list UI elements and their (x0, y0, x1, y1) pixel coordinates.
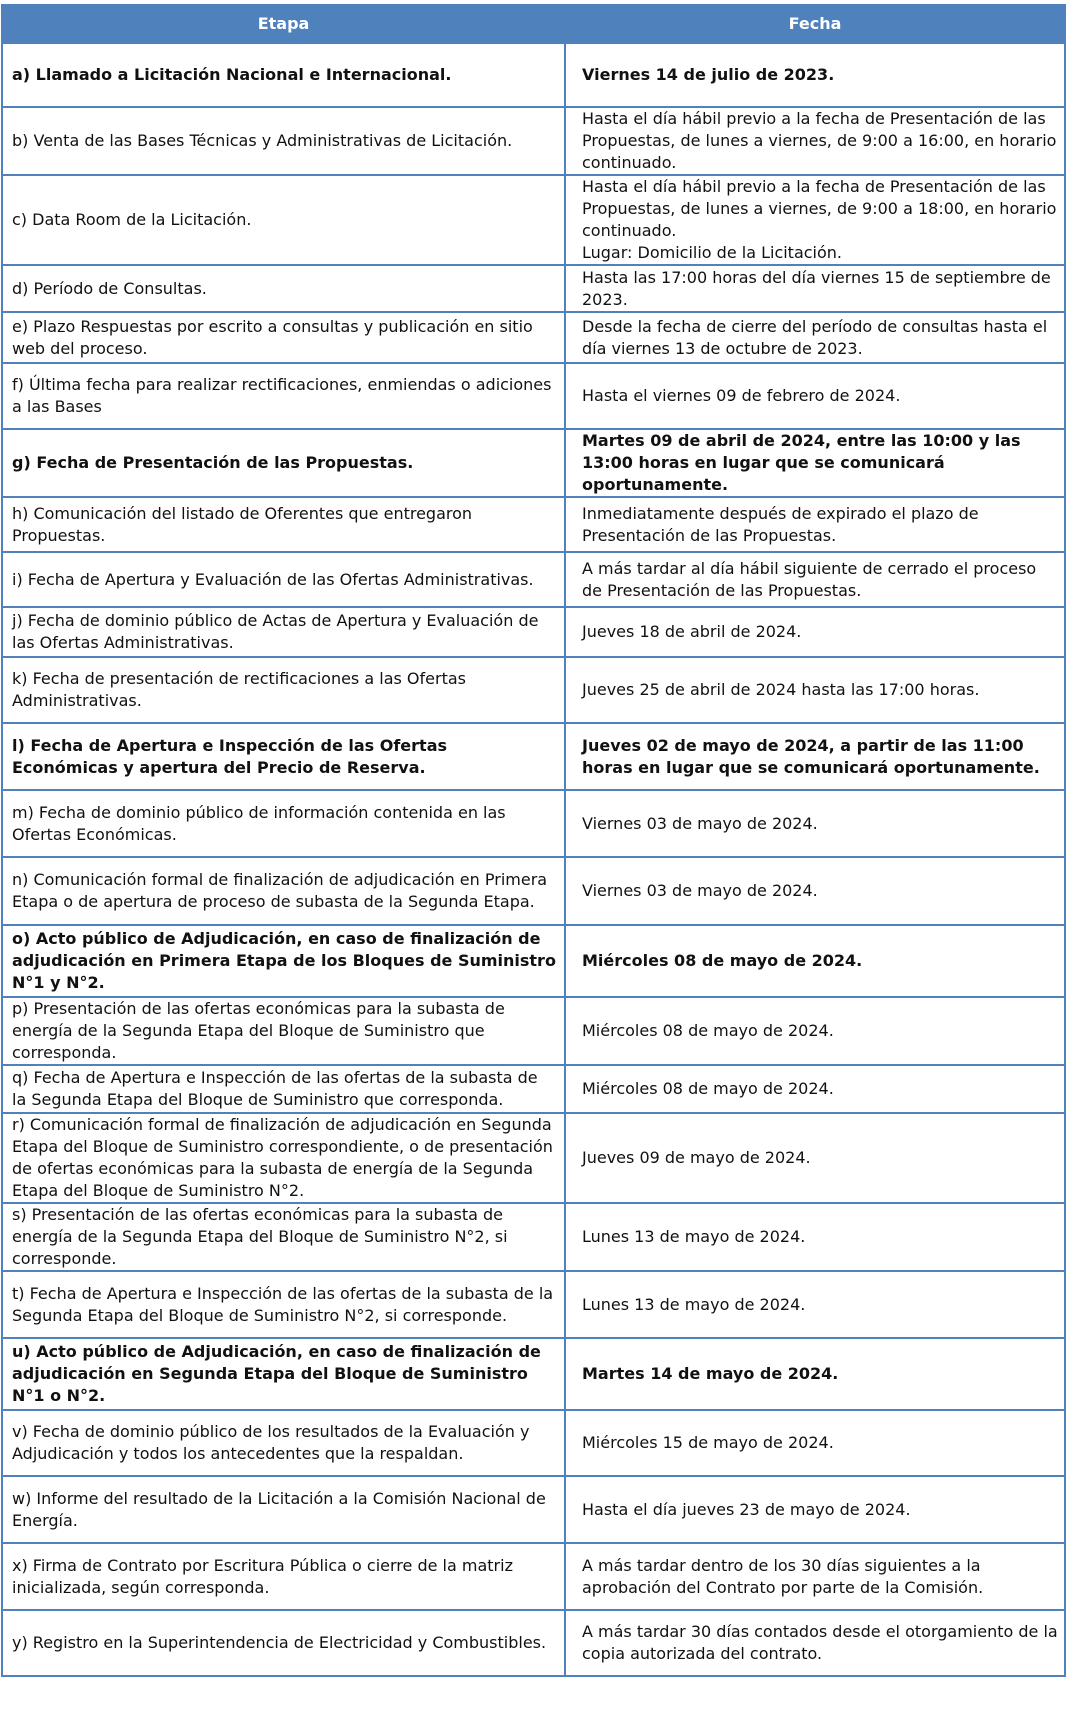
table-row (2, 997, 1065, 1065)
table-row (2, 723, 1065, 790)
header-row (2, 5, 1065, 43)
etapa-cell: a) Llamado a Licitación Nacional e Internacional. (2, 43, 565, 107)
etapa-cell: q) Fecha de Apertura e Inspección de las ofertas de la subasta de la Segunda Etapa del Bloque de Suministro que corresponda. (2, 1065, 565, 1113)
fecha-cell: Lunes 13 de mayo de 2024. (565, 1271, 1065, 1338)
etapa-cell: i) Fecha de Apertura y Evaluación de las Ofertas Administrativas. (2, 552, 565, 607)
etapa-cell: h) Comunicación del listado de Oferentes que entregaron Propuestas. (2, 497, 565, 552)
etapa-cell: d) Período de Consultas. (2, 265, 565, 312)
table-row (2, 857, 1065, 925)
etapa-cell: s) Presentación de las ofertas económicas para la subasta de energía de la Segunda Etapa del Bloque de Suministro N°2, si corresponde. (2, 1203, 565, 1271)
fecha-cell: Inmediatamente después de expirado el plazo de Presentación de las Propuestas. (565, 497, 1065, 552)
table-row (2, 925, 1065, 997)
etapa-cell: p) Presentación de las ofertas económicas para la subasta de energía de la Segunda Etapa del Bloque de Suministro que corresponda. (2, 997, 565, 1065)
table-row (2, 107, 1065, 175)
fecha-cell: Jueves 09 de mayo de 2024. (565, 1113, 1065, 1203)
etapa-cell: l) Fecha de Apertura e Inspección de las Ofertas Económicas y apertura del Precio de Reserva. (2, 723, 565, 790)
fecha-cell (565, 175, 1065, 265)
table-row (2, 1610, 1065, 1676)
table-row (2, 657, 1065, 723)
table-row (2, 607, 1065, 657)
table-row (2, 1271, 1065, 1338)
etapa-cell: w) Informe del resultado de la Licitación a la Comisión Nacional de Energía. (2, 1476, 565, 1543)
header-etapa: Etapa (2, 5, 565, 43)
table-row (2, 429, 1065, 497)
table-row (2, 1543, 1065, 1610)
fecha-cell: Desde la fecha de cierre del período de consultas hasta el día viernes 13 de octubre de 2023. (565, 312, 1065, 363)
fecha-cell: Lunes 13 de mayo de 2024. (565, 1203, 1065, 1271)
fecha-cell: A más tardar 30 días contados desde el otorgamiento de la copia autorizada del contrato. (565, 1610, 1065, 1676)
table-row (2, 1476, 1065, 1543)
fecha-cell-place: Lugar: Domicilio de la Licitación. (582, 243, 843, 262)
etapa-cell: r) Comunicación formal de finalización de adjudicación en Segunda Etapa del Bloque de Suministro correspondiente, o de presentación de ofertas económicas para la subasta de energía de la Segunda Etapa del Bloque de Suministro N°2. (2, 1113, 565, 1203)
table-row (2, 790, 1065, 857)
etapa-cell: m) Fecha de dominio público de información contenida en las Ofertas Económicas. (2, 790, 565, 857)
etapa-cell: y) Registro en la Superintendencia de Electricidad y Combustibles. (2, 1610, 565, 1676)
etapa-cell: x) Firma de Contrato por Escritura Pública o cierre de la matriz inicializada, según corresponda. (2, 1543, 565, 1610)
table-row (2, 1203, 1065, 1271)
table-row (2, 363, 1065, 429)
fecha-cell: A más tardar al día hábil siguiente de cerrado el proceso de Presentación de las Propuestas. (565, 552, 1065, 607)
table-row (2, 175, 1065, 265)
fecha-cell: Jueves 18 de abril de 2024. (565, 607, 1065, 657)
etapa-cell: k) Fecha de presentación de rectificaciones a las Ofertas Administrativas. (2, 657, 565, 723)
fecha-cell: Miércoles 15 de mayo de 2024. (565, 1410, 1065, 1476)
fecha-cell: A más tardar dentro de los 30 días siguientes a la aprobación del Contrato por parte de la Comisión. (565, 1543, 1065, 1610)
fecha-cell: Martes 14 de mayo de 2024. (565, 1338, 1065, 1410)
fecha-cell: Jueves 25 de abril de 2024 hasta las 17:00 horas. (565, 657, 1065, 723)
etapa-cell: v) Fecha de dominio público de los resultados de la Evaluación y Adjudicación y todos los antecedentes que la respaldan. (2, 1410, 565, 1476)
fecha-cell: Viernes 03 de mayo de 2024. (565, 857, 1065, 925)
schedule-table (1, 4, 1066, 1677)
table-row (2, 312, 1065, 363)
etapa-cell: j) Fecha de dominio público de Actas de Apertura y Evaluación de las Ofertas Administrativas. (2, 607, 565, 657)
table-row (2, 1065, 1065, 1113)
etapa-cell: u) Acto público de Adjudicación, en caso de finalización de adjudicación en Segunda Etapa del Bloque de Suministro N°1 o N°2. (2, 1338, 565, 1410)
etapa-cell: e) Plazo Respuestas por escrito a consultas y publicación en sitio web del proceso. (2, 312, 565, 363)
etapa-cell: n) Comunicación formal de finalización de adjudicación en Primera Etapa o de apertura de proceso de subasta de la Segunda Etapa. (2, 857, 565, 925)
table-row (2, 1338, 1065, 1410)
table-row (2, 552, 1065, 607)
fecha-cell: Hasta el día hábil previo a la fecha de Presentación de las Propuestas, de lunes a viernes, de 9:00 a 16:00, en horario continuado. (565, 107, 1065, 175)
fecha-cell: Miércoles 08 de mayo de 2024. (565, 925, 1065, 997)
fecha-cell: Hasta el viernes 09 de febrero de 2024. (565, 363, 1065, 429)
table-row (2, 1113, 1065, 1203)
etapa-cell: f) Última fecha para realizar rectificaciones, enmiendas o adiciones a las Bases (2, 363, 565, 429)
fecha-cell: Miércoles 08 de mayo de 2024. (565, 1065, 1065, 1113)
etapa-cell: b) Venta de las Bases Técnicas y Administrativas de Licitación. (2, 107, 565, 175)
fecha-cell-text: Hasta el día hábil previo a la fecha de Presentación de las Propuestas, de lunes a viernes, de 9:00 a 18:00, en horario continuado. (582, 177, 1057, 240)
fecha-cell: Hasta el día jueves 23 de mayo de 2024. (565, 1476, 1065, 1543)
fecha-cell: Viernes 14 de julio de 2023. (565, 43, 1065, 107)
fecha-cell: Martes 09 de abril de 2024, entre las 10:00 y las 13:00 horas en lugar que se comunicará oportunamente. (565, 429, 1065, 497)
fecha-cell: Miércoles 08 de mayo de 2024. (565, 997, 1065, 1065)
etapa-cell: t) Fecha de Apertura e Inspección de las ofertas de la subasta de la Segunda Etapa del Bloque de Suministro N°2, si corresponde. (2, 1271, 565, 1338)
etapa-cell: c) Data Room de la Licitación. (2, 175, 565, 265)
table-row (2, 1410, 1065, 1476)
fecha-cell: Jueves 02 de mayo de 2024, a partir de las 11:00 horas en lugar que se comunicará oportunamente. (565, 723, 1065, 790)
header-fecha: Fecha (565, 5, 1065, 43)
fecha-cell: Viernes 03 de mayo de 2024. (565, 790, 1065, 857)
fecha-cell: Hasta las 17:00 horas del día viernes 15 de septiembre de 2023. (565, 265, 1065, 312)
etapa-cell: g) Fecha de Presentación de las Propuestas. (2, 429, 565, 497)
table-row (2, 43, 1065, 107)
etapa-cell: o) Acto público de Adjudicación, en caso de finalización de adjudicación en Primera Etapa de los Bloques de Suministro N°1 y N°2. (2, 925, 565, 997)
table-row (2, 265, 1065, 312)
table-row (2, 497, 1065, 552)
